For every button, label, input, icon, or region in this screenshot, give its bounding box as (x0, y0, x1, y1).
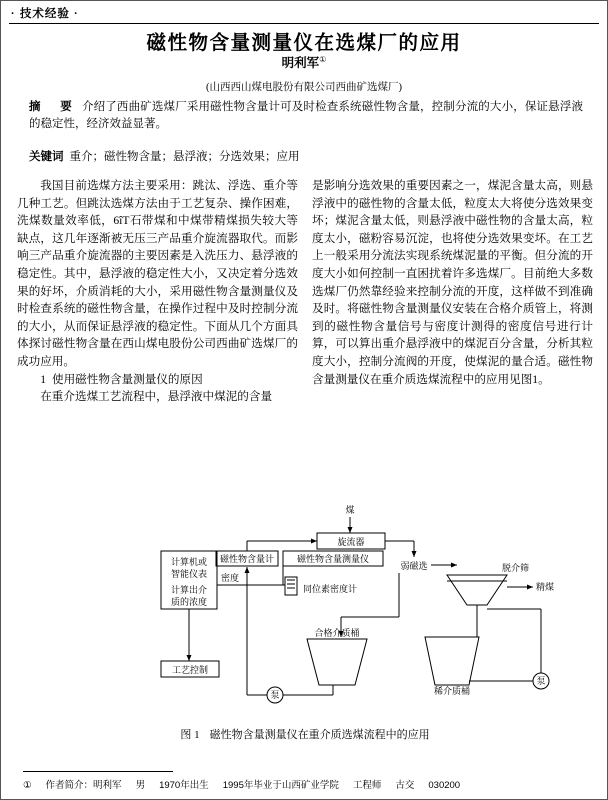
keywords-label: 关键词 (29, 151, 64, 163)
footnote-divider (23, 771, 173, 772)
figure-1 (17, 489, 593, 741)
footnote-mark: ① (23, 780, 32, 791)
figure-caption-text: 磁性物含量测量仪在重介质选煤流程中的应用 (209, 729, 430, 741)
keywords-block (29, 149, 583, 166)
section-number: 1 (40, 372, 46, 386)
node-density-label: 密度 (220, 573, 240, 583)
node-calc-label-2: 质的浓度 (170, 597, 208, 607)
column-right (312, 177, 593, 406)
figure-caption (17, 726, 593, 742)
footnote-place: 古交 (395, 780, 415, 791)
header-bullet-left: · (11, 8, 16, 20)
node-magnetic-separator-label: 弱磁选 (400, 561, 428, 571)
node-pump-right-label: 泵 (536, 676, 546, 686)
author-name: 明利军 (281, 56, 320, 70)
header-bullet-right: · (74, 8, 79, 20)
abstract-label: 摘 要 (29, 101, 76, 113)
paragraph-left-2: 在重介选煤工艺流程中，悬浮液中煤泥的含量 (40, 390, 273, 404)
node-clean-coal-label: 精煤 (536, 582, 555, 592)
node-calc-label-1: 计算出介 (170, 585, 208, 595)
node-pump-left-label: 泵 (270, 690, 280, 700)
footnote-birth: 1970年出生 (159, 780, 209, 791)
paragraph-right-1: 是影响分选效果的重要因素之一，煤泥含量太高，则悬浮液中的磁性物的含量太低，粒度太大将使分选效果变坏；煤泥含量太低，则悬浮液中磁性物的含量太高，粒度太小，磁粉容易沉淀，也将使分选效果变坏。在工艺上一般采用分流法实现系统煤泥量的平衡。但分流的开度大小如何控制一直困扰着许多选煤厂。目前绝大多数选煤厂仍然靠经验来控制分流的开度，这样做不到准确及时。将磁性物含量测量仪安装在合格介质管上，将测到的磁性物含量信号与密度计测得的密度信号进行计算，可以算出重介悬浮液中的煤泥百分含量，分析其粒度大小，控制分流阀的开度，使煤泥的量合适。磁性物含量测量仪在重介质选煤流程中的应用见图1。 (312, 179, 593, 386)
node-process-control-label: 工艺控制 (171, 665, 209, 675)
figure-caption-label: 图 1 (180, 729, 200, 741)
process-flow-diagram (17, 489, 593, 721)
node-dilute-medium-tank (425, 637, 479, 685)
node-desliming-screen (447, 575, 507, 605)
footnote-name: 明利军 (93, 780, 122, 791)
footnote-label: 作者简介： (45, 780, 94, 791)
footnote-title: 工程师 (352, 780, 382, 791)
node-raw-coal-label: 煤 (345, 505, 355, 515)
author-footnote-mark: ① (319, 54, 327, 64)
node-computer-label-2: 智能仪表 (170, 569, 208, 579)
node-desliming-screen-label: 脱介筛 (502, 563, 530, 573)
page-title: 磁性物含量测量仪在选煤厂的应用 (146, 33, 462, 54)
section-header (11, 5, 79, 21)
abstract-block (29, 99, 583, 133)
paragraph-left-1: 我国目前选煤方法主要采用：跳汰、浮选、重介等几种工艺。但跳汰选煤方法由于工艺复杂、操作困难，洗煤数量效率低，6îT石带煤和中煤带精煤损失较大等缺点，这几年逐渐被无压三产品重介旋流器取代。而影响三产品重介旋流器的主要因素是入洗压力、悬浮液的稳定性。其中，悬浮液的稳定性大小，又决定着分选效果的好坏，介质消耗的大小，采用磁性物含量测量仪及时检查系统的磁性物含量，在操作过程中及时控制分流的大小，从而保证悬浮液的稳定性。下面从几个方面具体探讨磁性物含量在西山煤电股份公司西曲矿选煤厂的成功应用。 (17, 179, 298, 368)
node-qualified-medium-tank (307, 639, 367, 685)
column-left (17, 177, 298, 406)
header-category: 技术经验 (19, 8, 70, 20)
node-computer-label-1: 计算机或 (170, 557, 208, 567)
node-magnetic-meter-box-label: 磁性物含量测量仪 (296, 554, 370, 564)
keywords-text: 重介；磁性物含量；悬浮液；分选效果；应用 (69, 151, 300, 163)
body-columns (17, 177, 593, 406)
footnote (23, 777, 587, 791)
section-title: 使用磁性物含量测量仪的原因 (51, 372, 203, 386)
node-dilute-medium-tank-label: 稀介质桶 (433, 686, 471, 696)
node-isotope-densitometer-label: 同位素密度计 (303, 584, 358, 594)
footnote-education: 1995年毕业于山西矿业学院 (222, 780, 339, 791)
section-heading (17, 371, 298, 389)
footnote-postcode: 030200 (428, 780, 461, 791)
footnote-gender: 男 (135, 780, 146, 791)
node-qualified-medium-tank-label: 合格介质桶 (314, 628, 360, 638)
node-cyclone-label: 旋流器 (337, 537, 365, 547)
header-divider (9, 23, 599, 24)
abstract-text: 介绍了西曲矿选煤厂采用磁性物含量计可及时检查系统磁性物含量，控制分流的大小，保证悬浮液的稳定性，经济效益显著。 (29, 101, 583, 130)
author-line (1, 53, 607, 71)
node-magnetic-meter-small-label: 磁性物含量计 (219, 554, 275, 564)
affiliation: (山西西山煤电股份有限公司西曲矿选煤厂) (206, 82, 402, 93)
